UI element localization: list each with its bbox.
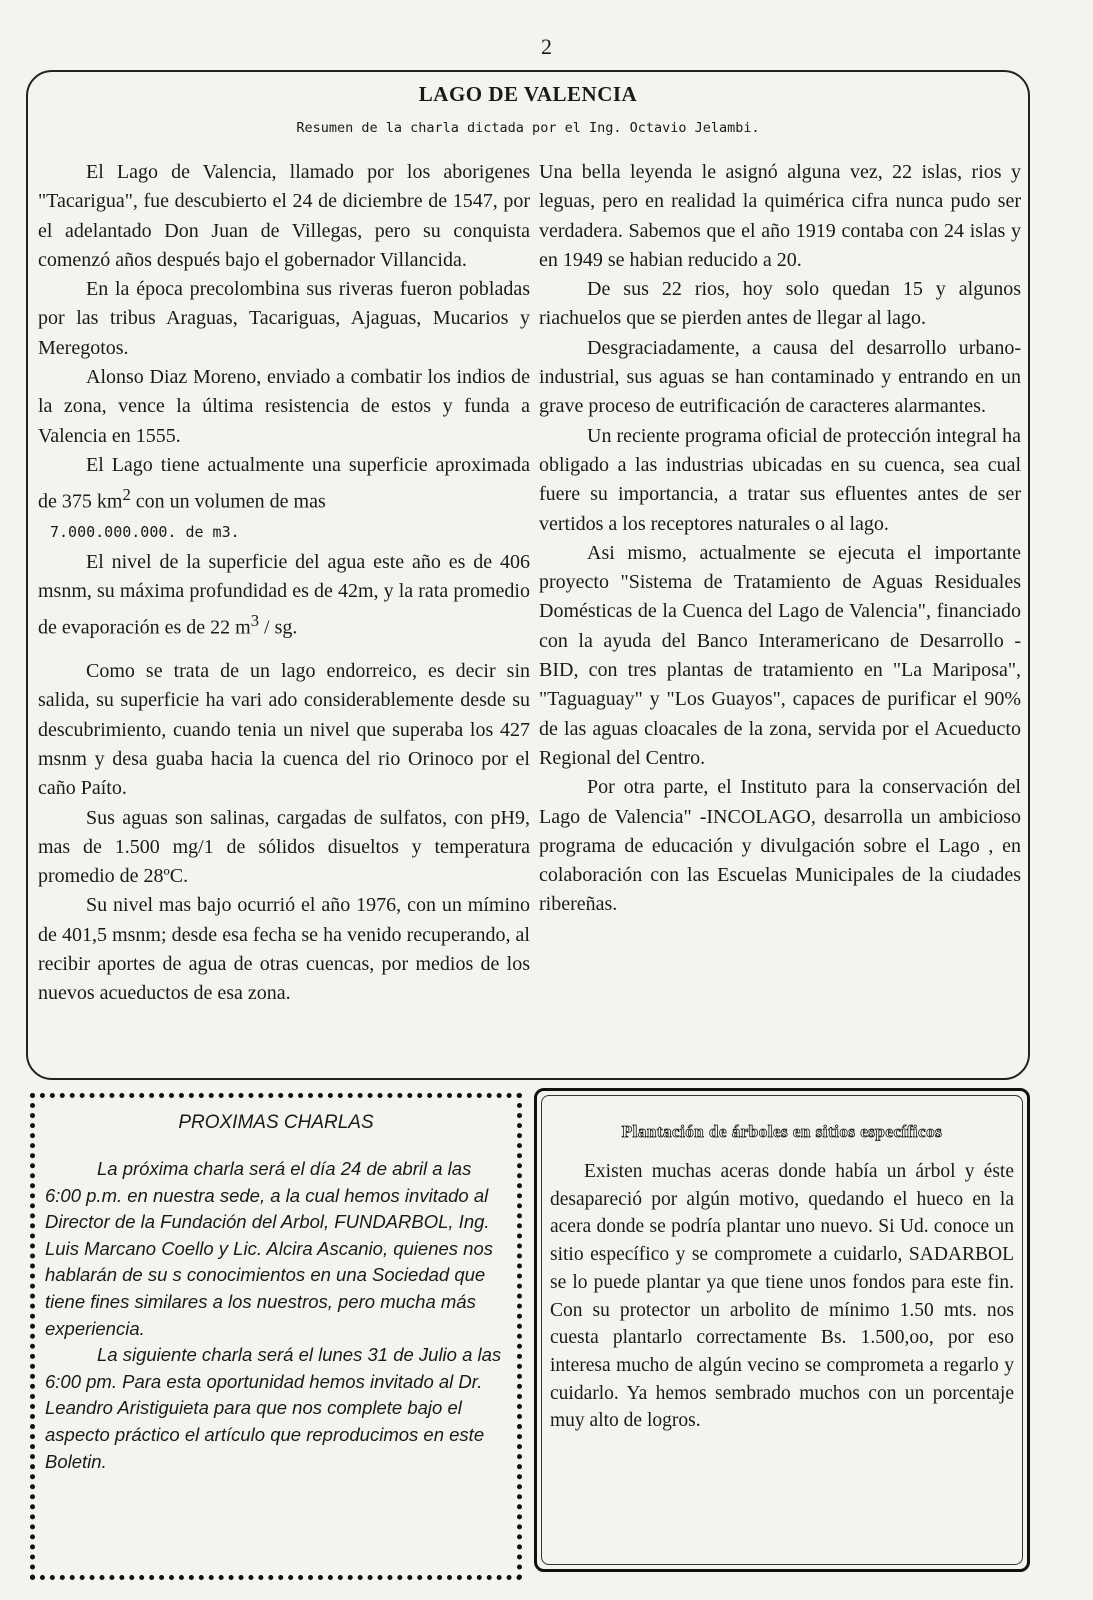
article-paragraph: En la época precolombina sus riveras fueron pobladas por las tribus Araguas, Tacariguas, Ajaguas, Mucarios y Meregotos. [38,278,530,359]
article-paragraph [38,548,530,644]
main-article-box [26,70,1030,1080]
article-paragraph: El Lago de Valencia, llamado por los aborigenes "Tacarigua", fue descubierto el 24 de diciembre de 1547, por el adelantado Don Juan de Villegas, pero su conquista comenzó años después bajo el gobernador Villancida. [38,161,530,271]
article-paragraph: De sus 22 rios, hoy solo quedan 15 y algunos riachuelos que se pierden antes de llegar al lago. [539,278,1021,330]
tree-planting-inner-frame [541,1095,1023,1565]
surface-text: El Lago tiene actualmente una superficie aproximada de 375 km [38,453,530,513]
article-paragraph: Alonso Diaz Moreno, enviado a combatir los indios de la zona, vence la última resistencia de estos y funda a Valencia en 1555. [38,366,530,447]
article-paragraph: Su nivel mas bajo ocurrió el año 1976, con un mímino de 401,5 msnm; desde esa fecha se ha venido recuperando, al recibir aportes de agua de otras cuencas, por medios de los nuevos acueductos de esa zona. [38,894,530,1005]
talks-title: PROXIMAS CHARLAS [178,1112,374,1133]
article-paragraph [38,517,530,547]
tree-planting-paragraph: Existen muchas aceras donde había un árbol y éste desapareció por algún motivo, quedando el hueco en la acera donde se podría plantar uno nuevo. Si Ud. conoce un sitio específico y se compromete a cuidarlo, SADARBOL se lo puede plantar ya que tiene unos fondos para este fin. Con su protector un arbolito de mínimo 1.50 mts. nos cuesta plantarlo correctamente Bs. 1.500,oo, por eso interesa mucho de algún vecino se comprometa a regarlo y cuidarlo. Ya hemos sembrado muchos con un porcentaje muy alto de logros. [550,1161,1014,1432]
volume-figure: 7.000.000.000. de m3. [50,523,240,542]
superscript: 3 [250,611,260,631]
article-paragraph: Una bella leyenda le asignó alguna vez, 22 islas, rios y leguas, pero en realidad la quimérica cifra nunca pudo ser verdadera. Sabemos que el año 1919 contaba con 24 islas y en 1949 se habian reducido a 20. [539,161,1021,271]
article-paragraph: Desgraciadamente, a causa del desarrollo urbano-industrial, sus aguas se han contaminado y entrando en un grave proceso de eutrificación de caracteres alarmantes. [539,336,1021,418]
article-paragraph: Un reciente programa oficial de protección integral ha obligado a las industrias ubicadas en su cuenca, sea cual fuere su importancia, a tratar sus efluentes antes de ser vertidos a los receptores naturales o al lago. [539,424,1021,535]
page-number: 2 [541,34,552,59]
talk-paragraph: La siguiente charla será el lunes 31 de Julio a las 6:00 pm. Para esta oportunidad hemos invitado al Dr. Leandro Aristiguieta para que nos complete bajo el aspecto práctico el artículo que reproducimos en este Boletin. [45,1344,502,1472]
tree-planting-title: Plantación de árboles en sitios específicos [621,1122,943,1141]
tree-planting-box [534,1088,1030,1572]
article-title: LAGO DE VALENCIA [418,82,638,106]
volume-text: con un volumen de mas [130,490,326,513]
article-subtitle: Resumen de la charla dictada por el Ing. Octavio Jelambi. [296,120,760,136]
article-paragraph [38,451,530,517]
article-paragraph: Como se trata de un lago endorreico, es decir sin salida, su superficie ha vari ado considerablemente desde su descubrimiento, cuando tenia un nivel que superaba los 427 msnm y desa guaba hacia la cuenca del rio Orinoco por el caño Paíto. [38,660,530,800]
superscript: 2 [122,485,131,505]
article-paragraph: Asi mismo, actualmente se ejecuta el importante proyecto "Sistema de Tratamiento de Aguas Residuales Domésticas de la Cuenca del Lago de Valencia", financiado con la ayuda del Banco Interamericano de Desarrollo - BID, con tres plantas de tratamiento en "La Mariposa", "Taguaguay" y "Los Guayos", capaces de purificar el 90% de las aguas cloacales de la zona, servida por el Acueducto Regional del Centro. [539,541,1021,769]
article-right-column [539,158,1021,920]
talk-paragraph: La próxima charla será el día 24 de abril a las 6:00 p.m. en nuestra sede, a la cual hemos invitado al Director de la Fundación del Arbol, FUNDARBOL, Ing. Luis Marcano Coello y Lic. Alcira Ascanio, quienes nos hablarán de su s conocimientos en una Sociedad que tiene fines similares a los nuestros, pero mucha más experiencia. [45,1158,493,1339]
level-text: El nivel de la superficie del agua este año es de 406 msnm, su máxima profundidad es de 42m, y la rata promedio de evaporación es de 22 m [38,550,530,639]
article-paragraph: Sus aguas son salinas, cargadas de sulfatos, con pH9, mas de 1.500 mg/1 de sólidos disueltos y temperatura promedio de 28ºC. [38,806,530,888]
article-paragraph: Por otra parte, el Instituto para la conservación del Lago de Valencia" -INCOLAGO, desarrolla un ambicioso programa de educación y divulgación sobre el Lago , en colaboración con las Escuelas Municipales de la ciudades ribereñas. [539,776,1021,916]
article-left-column [38,158,530,1009]
upcoming-talks-box [30,1093,522,1580]
evaporation-unit: / sg. [259,616,298,639]
